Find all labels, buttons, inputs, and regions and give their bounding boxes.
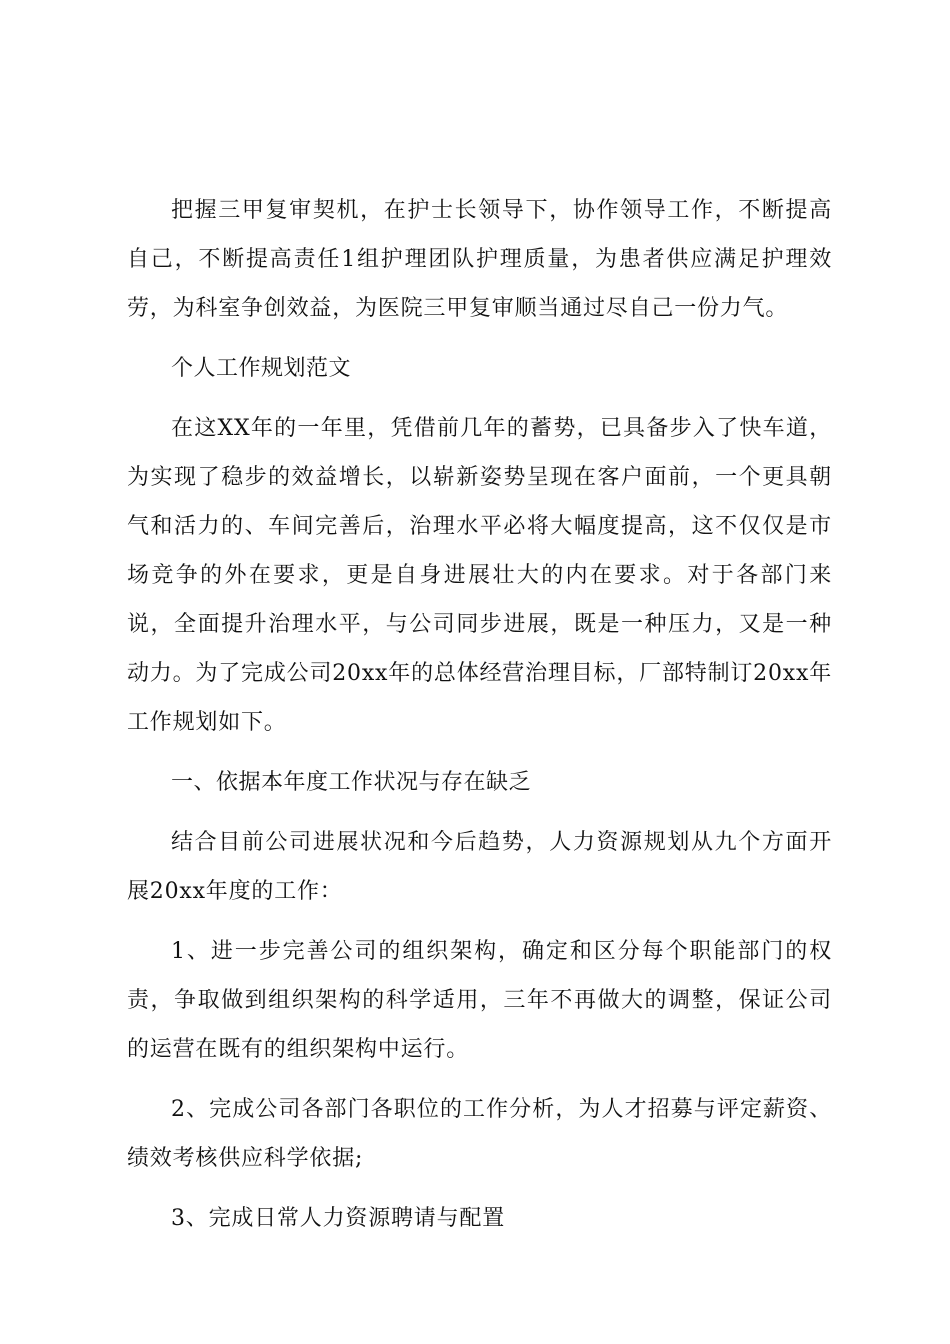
paragraph-2: 在这XX年的一年里，凭借前几年的蓄势，已具备步入了快车道，为实现了稳步的效益增长，以崭新姿势呈现在客户面前，一个更具朝气和活力的、车间完善后，治理水平必将大幅度提高，这不仅仅是市场竞争的外在要求，更是自身进展壮大的内在要求。对于各部门来说，全面提升治理水平，与公司同步进展，既是一种压力，又是一种动力。为了完成公司20xx年的总体经营治理目标，厂部特制订20xx年工作规划如下。 (127, 416, 832, 735)
paragraph-1: 把握三甲复审契机，在护士长领导下，协作领导工作，不断提高自己，不断提高责任1组护理团队护理质量，为患者供应满足护理效劳，为科室争创效益，为医院三甲复审顺当通过尽自己一份力气。 (127, 198, 832, 321)
list-item-3: 3、完成日常人力资源聘请与配置 (171, 1206, 505, 1231)
section-title-personal-work-plan: 个人工作规划范文 (171, 356, 352, 381)
list-item-2: 2、完成公司各部门各职位的工作分析，为人才招募与评定薪资、绩效考核供应科学依据; (127, 1097, 832, 1171)
section-heading-1: 一、依据本年度工作状况与存在缺乏 (171, 770, 532, 795)
list-item-1: 1、进一步完善公司的组织架构，确定和区分每个职能部门的权责，争取做到组织架构的科学适用，三年不再做大的调整，保证公司的运营在既有的组织架构中运行。 (127, 939, 832, 1062)
paragraph-3: 结合目前公司进展状况和今后趋势，人力资源规划从九个方面开展20xx年度的工作： (127, 830, 832, 904)
document-body (127, 186, 832, 1254)
